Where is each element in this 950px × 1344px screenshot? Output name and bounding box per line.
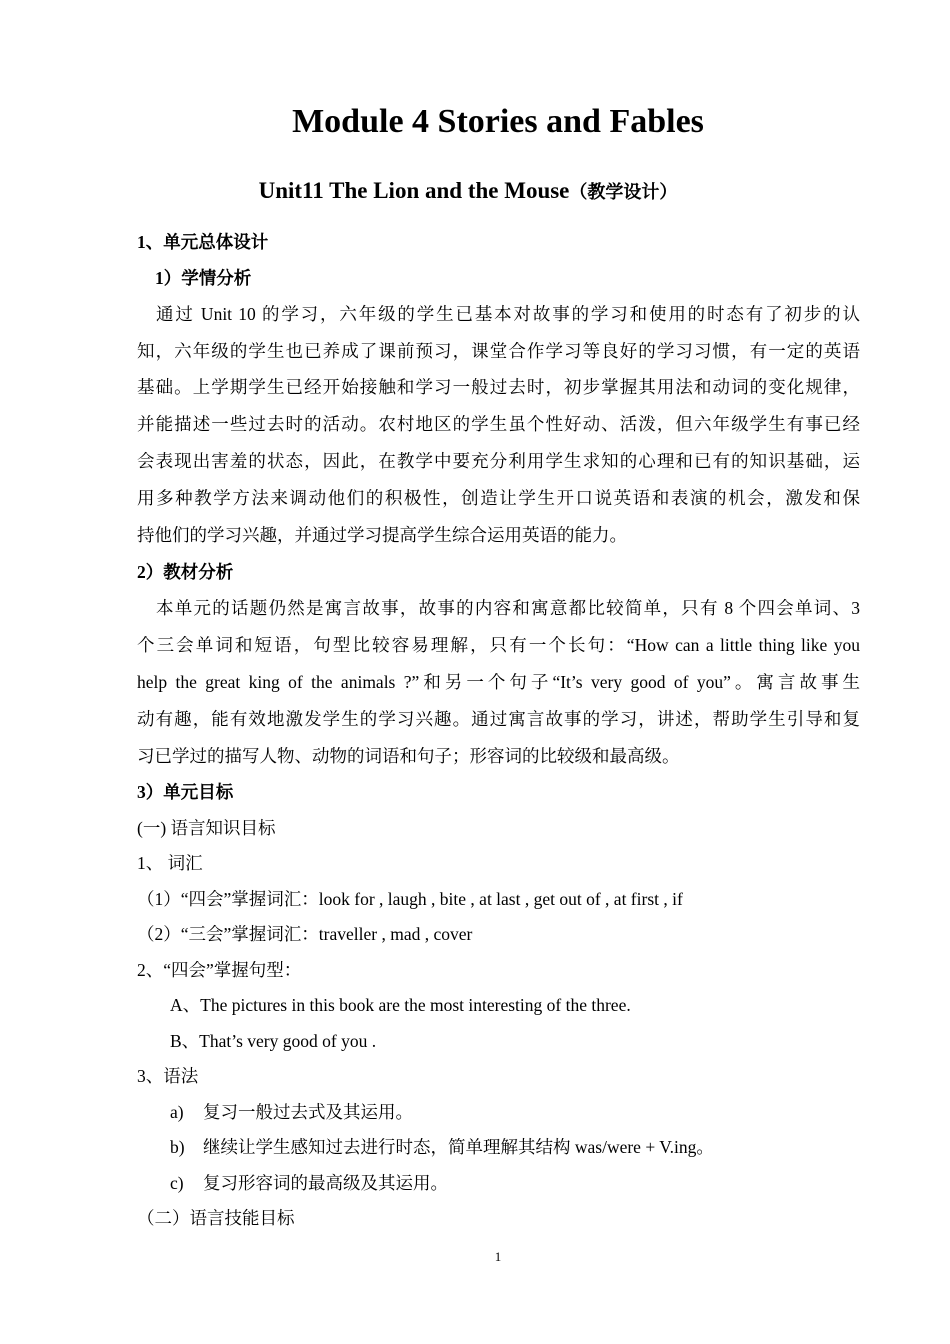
vocab-heading: 1、 词汇	[137, 853, 203, 873]
paragraph-line: 会表现出害羞的状态，因此，在教学中要充分利用学生求知的心理和已有的知识基础，运	[137, 451, 860, 471]
grammar-item-text: 复习一般过去式及其运用。	[203, 1102, 413, 1122]
grammar-marker: b)	[170, 1137, 185, 1157]
subtitle-suffix: （教学设计）	[569, 182, 678, 202]
paragraph-line: 个三会单词和短语，句型比较容易理解，只有一个长句：“How can a little thing like you	[137, 635, 860, 655]
sentence-heading: 2、“四会”掌握句型：	[137, 960, 302, 980]
paragraph-line: 用多种教学方法来调动他们的积极性，创造让学生开口说英语和表演的机会，激发和保	[137, 488, 860, 508]
goal2-heading: （二）语言技能目标	[137, 1208, 295, 1228]
sentence-item: B、That’s very good of you .	[170, 1031, 377, 1051]
section1-heading: 1、单元总体设计	[137, 232, 269, 252]
grammar-item-text: 复习形容词的最高级及其运用。	[203, 1173, 448, 1193]
goal1-heading: (一) 语言知识目标	[137, 818, 276, 838]
grammar-heading: 3、语法	[137, 1066, 199, 1086]
page-number: 1	[494, 1249, 502, 1264]
paragraph-line: 习已学过的描写人物、动物的词语和句子；形容词的比较级和最高级。	[137, 746, 680, 766]
grammar-item-text: 继续让学生感知过去进行时态，简单理解其结构 was/were + V.ing。	[203, 1137, 714, 1157]
paragraph-line: 基础。上学期学生已经开始接触和学习一般过去时，初步掌握其用法和动词的变化规律，	[137, 377, 860, 397]
grammar-marker: c)	[170, 1173, 184, 1193]
vocab-item: （2）“三会”掌握词汇：traveller , mad , cover	[137, 924, 473, 944]
document-subtitle	[0, 174, 936, 209]
grammar-marker: a)	[170, 1102, 184, 1122]
paragraph-line: 动有趣，能有效地激发学生的学习兴趣。通过寓言故事的学习，讲述，帮助学生引导和复	[137, 709, 860, 729]
sentence-item: A、The pictures in this book are the most interesting of the three.	[170, 995, 631, 1015]
paragraph-line: 持他们的学习兴趣，并通过学习提高学生综合运用英语的能力。	[137, 525, 627, 545]
document-title: Module 4 Stories and Fables	[292, 103, 704, 140]
paragraph-line: 并能描述一些过去时的活动。农村地区的学生虽个性好动、活泼，但六年级学生有事已经	[137, 414, 860, 434]
sub2-heading: 2）教材分析	[137, 562, 234, 582]
sub1-heading: 1）学情分析	[155, 268, 252, 288]
paragraph-line: 本单元的话题仍然是寓言故事，故事的内容和寓意都比较简单，只有 8 个四会单词、3	[156, 598, 860, 618]
subtitle-text: Unit11 The Lion and the Mouse	[258, 178, 570, 203]
paragraph-line: 通过 Unit 10 的学习，六年级的学生已基本对故事的学习和使用的时态有了初步的认	[156, 304, 860, 324]
sub3-heading: 3）单元目标	[137, 782, 234, 802]
vocab-item: （1）“四会”掌握词汇：look for , laugh , bite , at last , get out of , at first , if	[137, 889, 683, 909]
paragraph-line: 知，六年级的学生也已养成了课前预习，课堂合作学习等良好的学习习惯，有一定的英语	[137, 341, 860, 361]
paragraph-line: help the great king of the animals ?”和另一个句子“It’s very good of you”。寓言故事生	[137, 672, 860, 692]
